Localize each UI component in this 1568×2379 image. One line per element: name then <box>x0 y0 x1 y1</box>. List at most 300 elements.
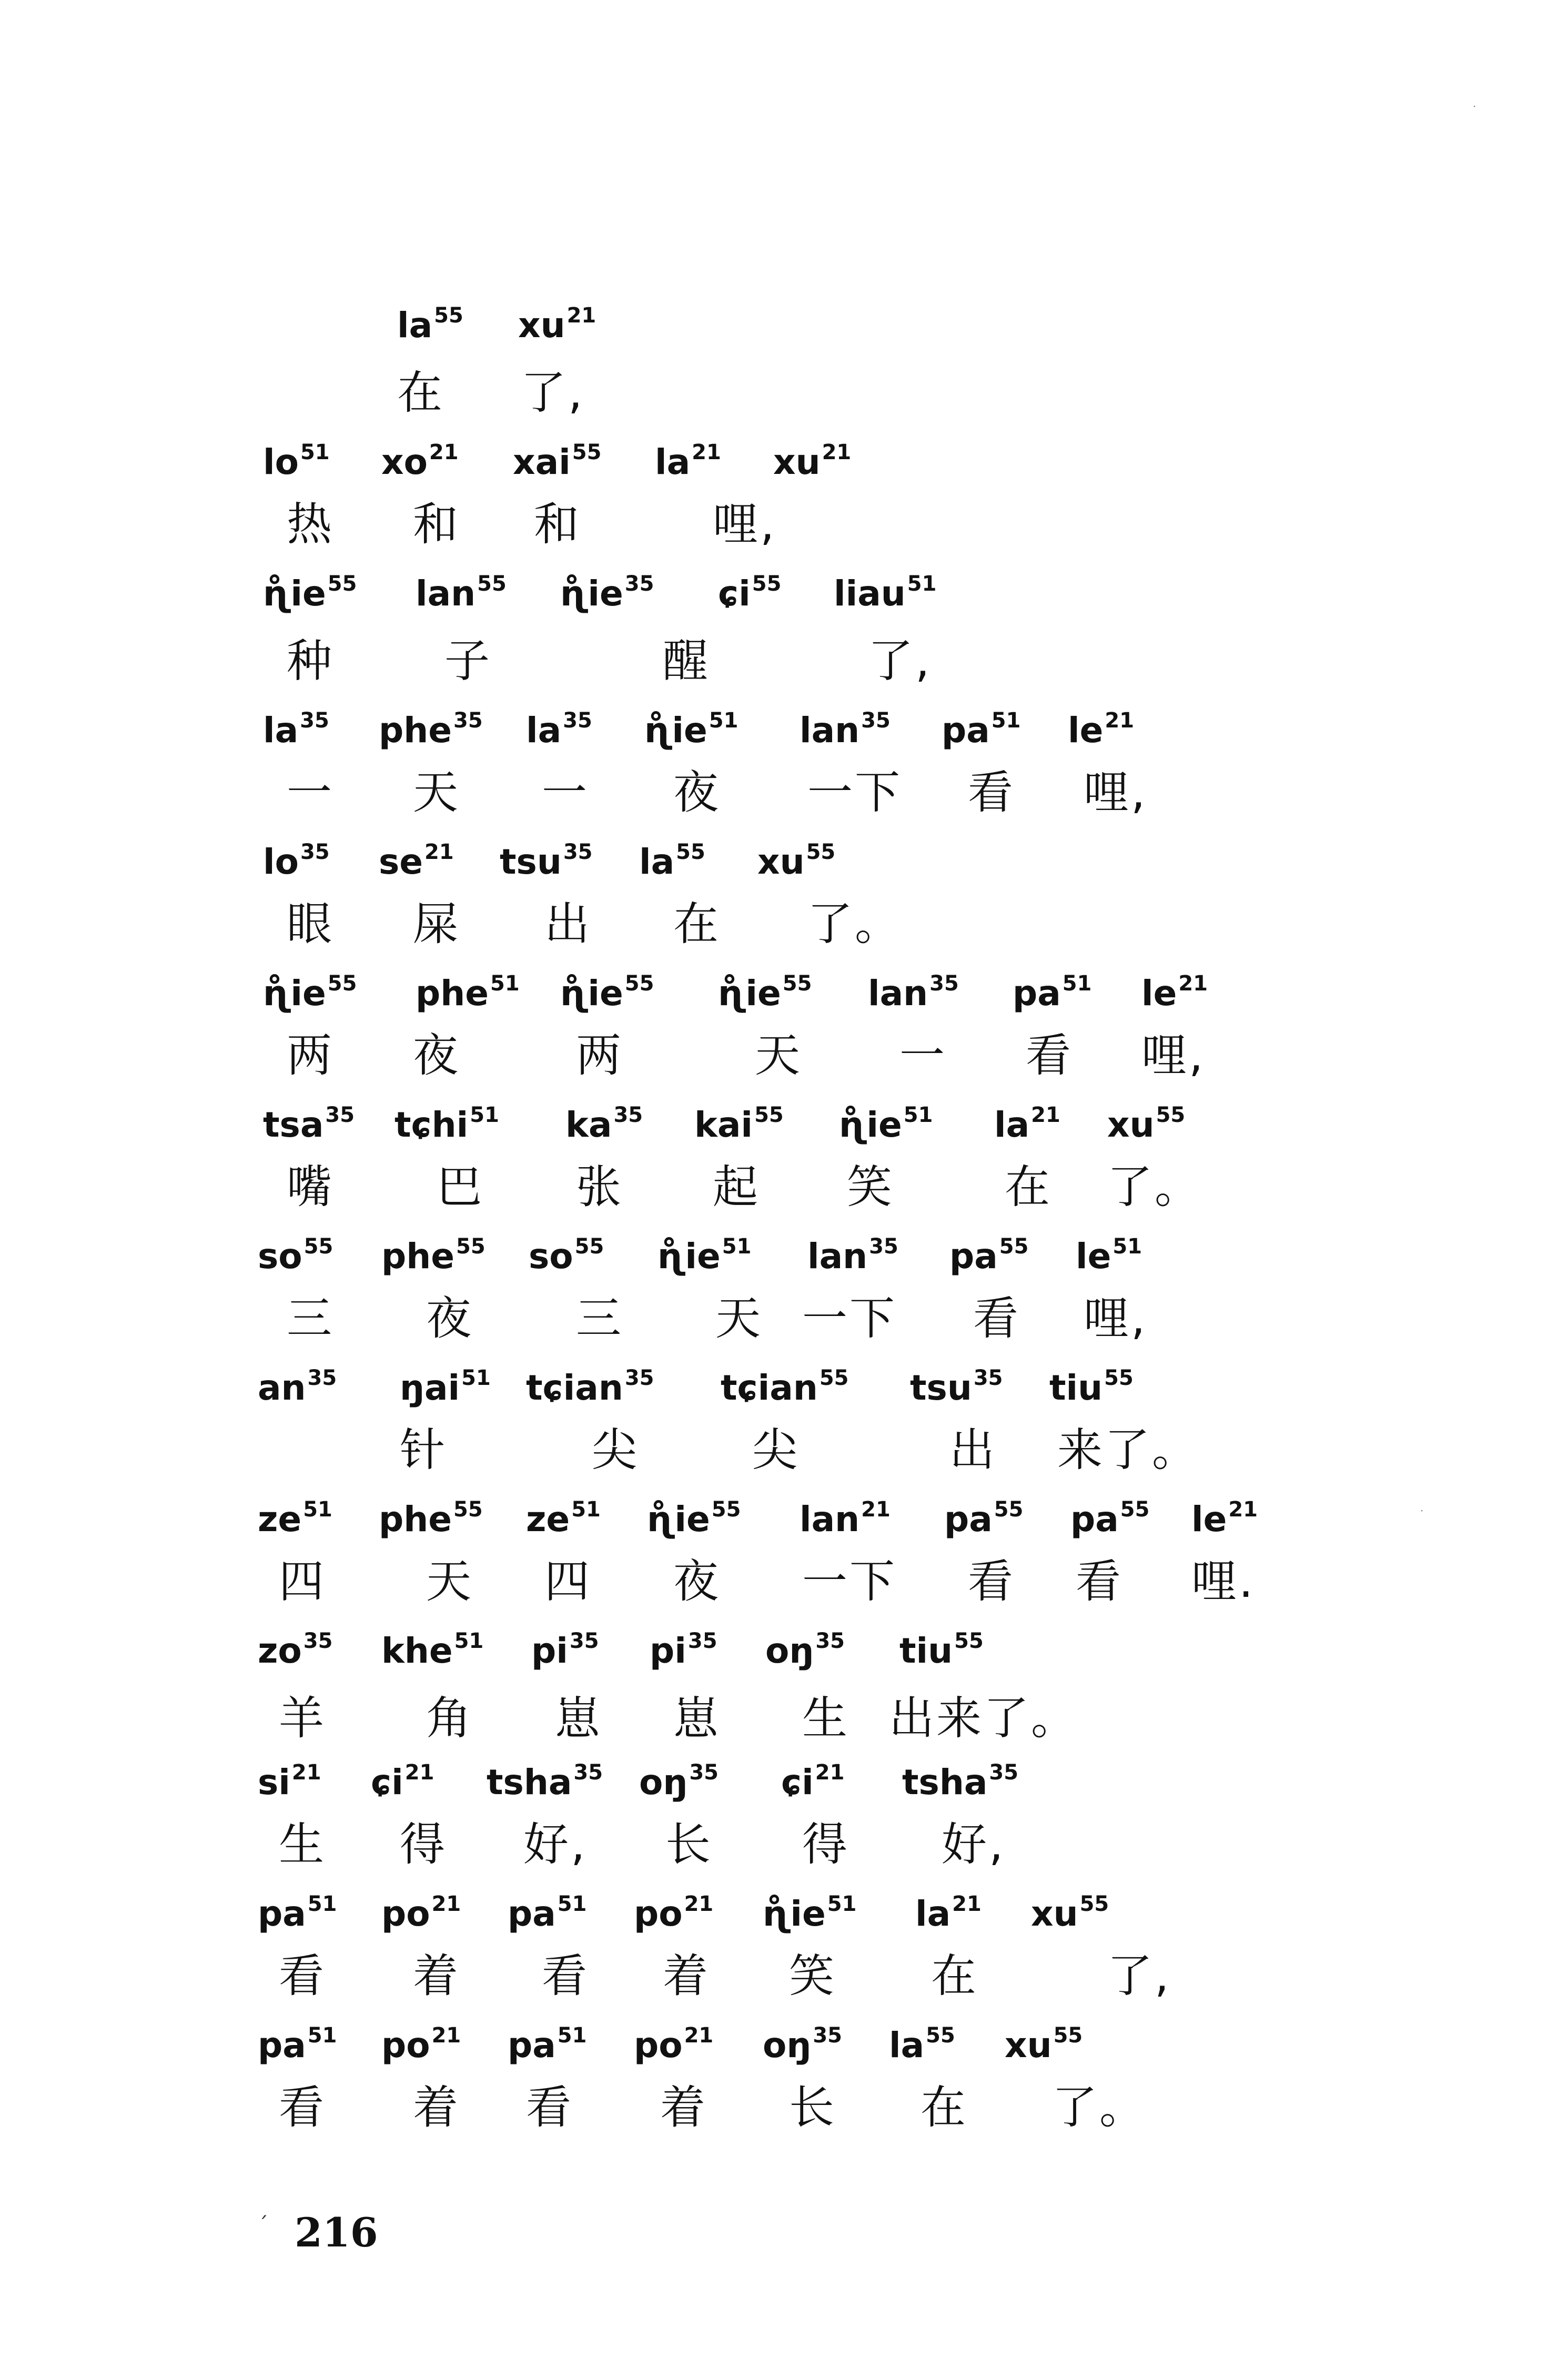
syllable-token <box>765 1629 845 1671</box>
syllable-token <box>258 1366 337 1408</box>
tone-number: 55 <box>304 1234 333 1259</box>
tone-number: 51 <box>827 1892 857 1916</box>
tone-number: 51 <box>907 572 937 596</box>
tone-number: 35 <box>624 572 654 596</box>
syllable-token <box>258 2023 337 2066</box>
token-text: pa <box>258 1894 306 1934</box>
character-token <box>413 498 460 551</box>
tone-number: 55 <box>819 1366 849 1390</box>
token-text: 来了。 <box>1057 1424 1199 1476</box>
character-token <box>287 1292 334 1345</box>
syllable-token <box>834 572 937 614</box>
token-text: 崽 <box>673 1692 721 1745</box>
tone-number: 21 <box>952 1892 982 1916</box>
token-text: xu <box>1031 1894 1078 1934</box>
tone-number: 35 <box>325 1103 355 1127</box>
token-text: 长 <box>665 1818 713 1871</box>
character-token <box>287 635 334 687</box>
character-token <box>413 898 460 950</box>
syllable-token <box>416 971 520 1014</box>
token-text: xu <box>1107 1105 1155 1145</box>
character-token <box>1057 1424 1199 1476</box>
character-token <box>1141 1029 1206 1082</box>
character-token <box>713 1161 760 1213</box>
token-text: ɳ̊ie <box>647 1499 710 1540</box>
syllable-token <box>1031 1892 1109 1934</box>
character-token <box>968 1555 1015 1608</box>
token-text: po <box>381 1894 430 1934</box>
tone-number: 35 <box>973 1366 1003 1390</box>
character-token <box>400 1424 447 1476</box>
token-text: ɳ̊ie <box>263 573 326 614</box>
syllable-token <box>381 2023 461 2066</box>
syllable-token <box>949 1234 1029 1277</box>
tone-number: 51 <box>1062 971 1092 996</box>
character-token <box>437 1161 484 1213</box>
token-text: xu <box>1005 2025 1052 2066</box>
syllable-token <box>899 1629 984 1671</box>
tone-number: 21 <box>404 1760 434 1785</box>
token-text: po <box>634 1894 683 1934</box>
character-token <box>673 766 721 819</box>
character-token <box>663 635 710 687</box>
token-text: pa <box>1013 973 1061 1014</box>
character-token <box>807 898 902 950</box>
token-text: le <box>1141 973 1177 1014</box>
syllable-token <box>394 1103 499 1145</box>
syllable-token <box>381 1629 484 1671</box>
tone-number: 35 <box>624 1366 654 1390</box>
syllable-token <box>1107 1103 1186 1145</box>
token-text: ɳ̊ie <box>839 1105 902 1145</box>
syllable-token <box>1005 2023 1083 2066</box>
tone-number: 55 <box>572 440 602 464</box>
token-text: phe <box>381 1236 454 1277</box>
tone-number: 21 <box>822 440 852 464</box>
token-text: 天 <box>715 1292 763 1345</box>
tone-number: 55 <box>1079 1892 1109 1916</box>
syllable-token <box>800 1497 891 1540</box>
syllable-token <box>694 1103 784 1145</box>
syllable-token <box>634 2023 714 2066</box>
token-text: 巴 <box>437 1161 484 1213</box>
token-text: 嘴 <box>287 1161 334 1213</box>
character-token <box>279 1950 326 2002</box>
token-text: 三 <box>287 1292 334 1345</box>
character-token <box>534 498 581 551</box>
token-text: pa <box>949 1236 998 1277</box>
token-text: 哩, <box>1084 766 1148 819</box>
tone-number: 51 <box>557 2023 587 2048</box>
tone-number: 35 <box>563 708 592 733</box>
tone-number: 35 <box>303 1629 333 1653</box>
character-token <box>400 1818 447 1871</box>
character-token <box>942 1818 1006 1871</box>
character-token <box>673 1692 721 1745</box>
token-text: ɕi <box>371 1762 403 1803</box>
token-text: 夜 <box>673 766 721 819</box>
tone-number: 21 <box>424 840 454 864</box>
character-token <box>889 1692 1078 1745</box>
token-text: tsha <box>487 1762 572 1803</box>
token-text: 尖 <box>592 1424 639 1476</box>
token-text: 得 <box>400 1818 447 1871</box>
token-text: po <box>634 2025 683 2066</box>
token-text: xu <box>773 442 821 482</box>
syllable-token <box>1013 971 1092 1014</box>
character-token <box>713 498 777 551</box>
tone-number: 21 <box>684 2023 714 2048</box>
token-text: 哩, <box>1084 1292 1148 1345</box>
tone-number: 21 <box>291 1760 321 1785</box>
tone-number: 55 <box>1104 1366 1134 1390</box>
syllable-token <box>763 2023 843 2066</box>
token-text: lan <box>868 973 928 1014</box>
character-token <box>802 1818 849 1871</box>
token-text: 起 <box>713 1161 760 1213</box>
tone-number: 51 <box>461 1366 491 1390</box>
syllable-token <box>639 1760 719 1803</box>
character-token <box>1076 1555 1123 1608</box>
token-text: an <box>258 1368 306 1408</box>
tone-number: 55 <box>477 572 507 596</box>
character-token <box>802 1692 849 1745</box>
character-token <box>752 1424 800 1476</box>
token-text: ɳ̊ie <box>263 973 326 1014</box>
syllable-token <box>397 303 463 346</box>
token-text: ɳ̊ie <box>560 573 623 614</box>
token-text: 看 <box>526 2081 573 2134</box>
syllable-token <box>1070 1497 1150 1540</box>
syllable-token <box>381 440 459 482</box>
tone-number: 55 <box>1156 1103 1186 1127</box>
token-text: 三 <box>576 1292 623 1345</box>
token-text: 两 <box>576 1029 623 1082</box>
tone-number: 35 <box>453 708 483 733</box>
character-token <box>287 498 334 551</box>
token-text: oŋ <box>639 1762 688 1803</box>
page-mark: ´ <box>258 2213 268 2238</box>
tone-number: 21 <box>1031 1103 1060 1127</box>
tone-number: 55 <box>434 303 463 328</box>
token-text: 两 <box>287 1029 334 1082</box>
token-text: 种 <box>287 635 334 687</box>
character-token <box>920 2081 968 2134</box>
token-text: ɕi <box>718 573 751 614</box>
token-text: tiu <box>899 1631 953 1671</box>
token-text: 在 <box>397 367 444 419</box>
syllable-token <box>500 840 593 882</box>
character-token <box>1052 2081 1147 2134</box>
tone-number: 35 <box>569 1629 599 1653</box>
tone-number: 55 <box>456 1234 485 1259</box>
token-text: la <box>915 1894 951 1934</box>
syllable-token <box>889 2023 955 2066</box>
character-token <box>660 2081 707 2134</box>
token-text: 在 <box>1005 1161 1052 1213</box>
token-text: 四 <box>544 1555 592 1608</box>
token-text: 看 <box>968 766 1015 819</box>
token-text: la <box>889 2025 925 2066</box>
syllable-token <box>1068 708 1135 751</box>
tone-number: 51 <box>557 1892 587 1916</box>
character-token <box>426 1292 473 1345</box>
token-text: ze <box>258 1499 302 1540</box>
token-text: 四 <box>279 1555 326 1608</box>
token-text: ɕi <box>781 1762 814 1803</box>
character-token <box>544 1555 592 1608</box>
character-token <box>673 898 721 950</box>
syllable-token <box>781 1760 845 1803</box>
character-token <box>576 1161 623 1213</box>
syllable-token <box>560 971 654 1014</box>
token-text: 生 <box>279 1818 326 1871</box>
syllable-token <box>526 708 592 751</box>
syllable-token <box>508 2023 587 2066</box>
token-text: tsu <box>910 1368 972 1408</box>
token-text: la <box>397 305 433 346</box>
character-token <box>663 1950 710 2002</box>
character-token <box>523 1818 588 1871</box>
tone-number: 35 <box>861 708 891 733</box>
token-text: 天 <box>426 1555 473 1608</box>
syllable-token <box>400 1366 491 1408</box>
tone-number: 35 <box>563 840 593 864</box>
character-token <box>555 1692 602 1745</box>
token-text: pa <box>258 2025 306 2066</box>
token-text: 得 <box>802 1818 849 1871</box>
character-token <box>426 1555 473 1608</box>
character-token <box>413 1029 460 1082</box>
character-token <box>673 1555 721 1608</box>
token-text: 屎 <box>413 898 460 950</box>
tone-number: 35 <box>813 2023 843 2048</box>
token-text: 羊 <box>279 1692 326 1745</box>
character-token <box>592 1424 639 1476</box>
character-token <box>973 1292 1020 1345</box>
token-text: oŋ <box>763 2025 812 2066</box>
syllable-token <box>1141 971 1208 1014</box>
syllable-token <box>800 708 891 751</box>
tone-number: 55 <box>327 572 357 596</box>
tone-number: 51 <box>307 1892 337 1916</box>
token-text: le <box>1076 1236 1111 1277</box>
syllable-token <box>910 1366 1003 1408</box>
tone-number: 55 <box>926 2023 955 2048</box>
syllable-token <box>529 1234 604 1277</box>
page-number: 216 <box>295 2209 378 2256</box>
character-token <box>968 766 1015 819</box>
token-text: 生 <box>802 1692 849 1745</box>
syllable-token <box>1049 1366 1134 1408</box>
character-token <box>665 1818 713 1871</box>
token-text: 在 <box>673 898 721 950</box>
token-text: le <box>1191 1499 1227 1540</box>
token-text: 好, <box>523 1818 588 1871</box>
syllable-token <box>487 1760 603 1803</box>
tone-number: 35 <box>689 1760 719 1785</box>
token-text: la <box>639 842 675 882</box>
token-text: la <box>263 710 299 751</box>
syllable-token <box>263 708 329 751</box>
syllable-token <box>258 1629 333 1671</box>
syllable-token <box>560 572 654 614</box>
token-text: 一 <box>542 766 589 819</box>
token-text: lan <box>416 573 476 614</box>
syllable-token <box>757 840 836 882</box>
token-text: tɕian <box>721 1368 818 1408</box>
character-token <box>807 766 902 819</box>
token-text: 好, <box>942 1818 1006 1871</box>
syllable-token <box>915 1892 982 1934</box>
token-text: 一下 <box>807 766 902 819</box>
token-text: 哩, <box>713 498 777 551</box>
tone-number: 35 <box>300 840 330 864</box>
character-token <box>576 1029 623 1082</box>
token-text: kai <box>694 1105 753 1145</box>
tone-number: 55 <box>574 1234 604 1259</box>
syllable-token <box>565 1103 643 1145</box>
character-token <box>576 1292 623 1345</box>
token-text: 眼 <box>287 898 334 950</box>
token-text: 出来了。 <box>889 1692 1078 1745</box>
token-text: 着 <box>413 2081 460 2134</box>
token-text: 着 <box>413 1950 460 2002</box>
syllable-token <box>1191 1497 1258 1540</box>
token-text: pi <box>531 1631 568 1671</box>
token-text: 角 <box>426 1692 473 1745</box>
character-token <box>287 1161 334 1213</box>
syllable-token <box>263 440 330 482</box>
token-text: 长 <box>789 2081 836 2134</box>
token-text: so <box>258 1236 302 1277</box>
tone-number: 21 <box>431 2023 461 2048</box>
token-text: 夜 <box>413 1029 460 1082</box>
tone-number: 21 <box>429 440 459 464</box>
syllable-token <box>644 708 739 751</box>
syllable-token <box>379 708 483 751</box>
token-text: 哩. <box>1191 1555 1256 1608</box>
tone-number: 35 <box>613 1103 643 1127</box>
tone-number: 21 <box>861 1497 891 1522</box>
token-text: 在 <box>920 2081 968 2134</box>
token-text: 在 <box>931 1950 978 2002</box>
token-text: tɕian <box>526 1368 623 1408</box>
token-text: 针 <box>400 1424 447 1476</box>
syllable-token <box>258 1760 321 1803</box>
token-text: 出 <box>949 1424 997 1476</box>
token-text: ka <box>565 1105 612 1145</box>
character-token <box>1084 1292 1148 1345</box>
syllable-token <box>763 1892 857 1934</box>
token-text: 看 <box>279 1950 326 2002</box>
token-text: 看 <box>1026 1029 1073 1082</box>
syllable-token <box>647 1497 741 1540</box>
token-text: 一 <box>899 1029 947 1082</box>
token-text: 了。 <box>807 898 902 950</box>
character-token <box>789 2081 836 2134</box>
tone-number: 51 <box>303 1497 332 1522</box>
character-token <box>847 1161 894 1213</box>
tone-number: 51 <box>470 1103 499 1127</box>
syllable-token <box>634 1892 714 1934</box>
tone-number: 55 <box>1053 2023 1083 2048</box>
token-text: 看 <box>1076 1555 1123 1608</box>
character-token <box>426 1692 473 1745</box>
character-token <box>789 1950 836 2002</box>
syllable-token <box>773 440 852 482</box>
syllable-token <box>839 1103 933 1145</box>
syllable-token <box>942 708 1021 751</box>
syllable-token <box>263 971 357 1014</box>
tone-number: 51 <box>903 1103 933 1127</box>
token-text: ze <box>526 1499 570 1540</box>
syllable-token <box>381 1892 461 1934</box>
syllable-token <box>531 1629 599 1671</box>
tone-number: 21 <box>566 303 596 328</box>
syllable-token <box>508 1892 587 1934</box>
tone-number: 35 <box>929 971 959 996</box>
token-text: liau <box>834 573 906 614</box>
syllable-token <box>721 1366 849 1408</box>
syllable-token <box>381 1234 485 1277</box>
token-text: si <box>258 1762 290 1803</box>
token-text: so <box>529 1236 573 1277</box>
character-token <box>802 1292 897 1345</box>
token-text: khe <box>381 1631 453 1671</box>
syllable-token <box>513 440 602 482</box>
syllable-token <box>379 1497 483 1540</box>
token-text: 了, <box>868 635 932 687</box>
tone-number: 55 <box>954 1629 984 1653</box>
character-token <box>949 1424 997 1476</box>
token-text: lo <box>263 842 299 882</box>
token-text: 着 <box>660 2081 707 2134</box>
syllable-token <box>807 1234 898 1277</box>
token-text: se <box>379 842 423 882</box>
token-text: ɳ̊ie <box>718 973 781 1014</box>
token-text: la <box>655 442 691 482</box>
token-text: 和 <box>534 498 581 551</box>
token-text: xo <box>381 442 428 482</box>
syllable-token <box>258 1234 333 1277</box>
syllable-token <box>1076 1234 1142 1277</box>
token-text: 了。 <box>1107 1161 1202 1213</box>
character-token <box>755 1029 802 1082</box>
token-text: pa <box>508 2025 556 2066</box>
token-text: 张 <box>576 1161 623 1213</box>
token-text: ŋai <box>400 1368 460 1408</box>
token-text: lan <box>807 1236 868 1277</box>
token-text: 着 <box>663 1950 710 2002</box>
token-text: 看 <box>968 1555 1015 1608</box>
tone-number: 35 <box>815 1629 845 1653</box>
token-text: ɳ̊ie <box>657 1236 721 1277</box>
character-token <box>287 1029 334 1082</box>
token-text: 夜 <box>426 1292 473 1345</box>
token-text: 看 <box>973 1292 1020 1345</box>
character-token <box>444 635 492 687</box>
character-token <box>542 766 589 819</box>
tone-number: 51 <box>307 2023 337 2048</box>
syllable-token <box>371 1760 434 1803</box>
character-token <box>413 1950 460 2002</box>
character-token <box>542 1950 589 2002</box>
tone-number: 55 <box>782 971 812 996</box>
token-text: 哩, <box>1141 1029 1206 1082</box>
syllable-token <box>944 1497 1024 1540</box>
token-text: 天 <box>755 1029 802 1082</box>
